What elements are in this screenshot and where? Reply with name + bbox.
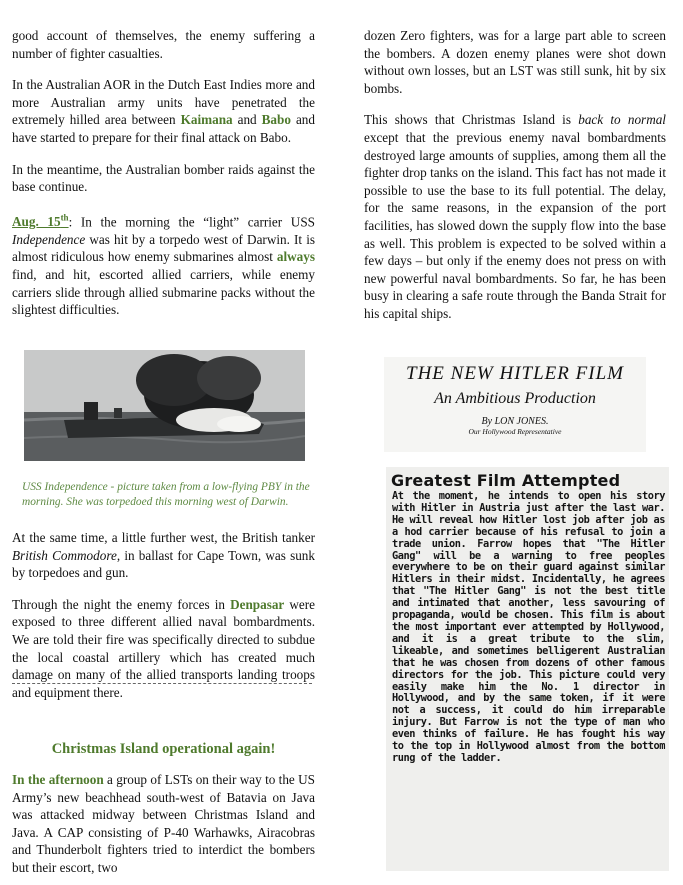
paragraph-bomber-raids: In the meantime, the Australian bomber raids against the base continue.	[12, 161, 315, 195]
paragraph-back-to-normal: This shows that Christmas Island is back to normal except that the previous enemy naval bombardments destroyed large amounts of supplies, among them all the fighter drop tanks on the island. This fact has not made it possible to use the base to its full potential. The delay, for the same reasons, in the expansion of the port facilities, has slowed down the supply flow into the base as well. This problem is expected to be solved within a few days – but only if the enemy does not press on with new powerful naval bombardments. So far, he has been busy in clearing a safe route through the Banda Strait for his capital ships.	[364, 112, 666, 321]
place-babo: Babo	[261, 112, 291, 128]
emphasis-back-to-normal: back to normal	[578, 112, 666, 128]
section-divider	[12, 683, 312, 684]
left-column-lower	[12, 529, 315, 701]
photo-uss-independence	[24, 350, 305, 461]
paragraph-zero-fighters: dozen Zero fighters, was for a large part able to screen the bombers. A dozen enemy planes were shot down without own losses, but an LST was still sunk, hit by six bombs.	[364, 28, 666, 96]
photo-caption: USS Independence - picture taken from a low-flying PBY in the morning. She was torpedoed this morning west of Darwin.	[22, 481, 310, 509]
ship-name-independence: Independence	[12, 231, 86, 247]
clipping-subtitle: An Ambitious Production	[434, 390, 596, 407]
lead-in-afternoon: In the afternoon	[12, 772, 104, 787]
clipping-byline: By LON JONES.	[481, 416, 549, 427]
place-denpasar: Denpasar	[230, 596, 285, 612]
right-column	[364, 0, 666, 323]
left-column	[12, 0, 315, 319]
newspaper-clipping-title	[384, 357, 646, 452]
paragraph-british-commodore: At the same time, a little further west, the British tanker British Commodore, in ballast for Cape Town, was sunk by torpedoes and gun.	[12, 530, 315, 581]
paragraph-fighter-casualties: good account of themselves, the enemy suffering a number of fighter casualties.	[12, 28, 315, 61]
paragraph-aug-15: Aug. 15th: In the morning the “light” carrier USS Independence was hit by a torpedo west of Darwin. It is almost ridiculous how enemy submarines almost always find, and hit, escorted allied carriers, while enemy carriers slide through allied submarine packs without the slightest difficulties.	[12, 212, 315, 318]
place-kaimana: Kaimana	[180, 112, 233, 128]
paragraph-australian-aor: In the Australian AOR in the Dutch East Indies more and more Australian army units have penetrated the extremely hilled area between Kaimana and Babo and have started to prepare for their final attack on Babo.	[12, 77, 315, 145]
clipping-headline: Greatest Film Attempted	[391, 471, 621, 490]
clipping-body: At the moment, he intends to open his story with Hitler in Austria just after the last war. He will reveal how Hitler lost job after job as a hod carrier because of his refusal to join a trade union. Farrow hopes that "The Hitler Gang" will be a warning to free peoples everywhere to be on their guard against similar Hitlers in their midst. Incidentally, he agrees that "The Hitler Gang" is not the best title and intimated that another, less savouring of propaganda, would be chosen. This film is about the most important ever attempted by Hollywood, and it is a great tribute to the slim, likeable, and sometimes belligerent Australian that he was chosen from dozens of other famous directors for the job. This picture could very easily make him the No. 1 director in Hollywood, and by the same token, if it were not a success, it could do him irreparable injury. But Farrow is not the type of man who even thinks of failure. He has fought his way to the top in Hollywood almost from the bottom rung of the ladder.	[392, 490, 665, 764]
paragraph-afternoon: In the afternoon a group of LSTs on their way to the US Army’s new beachhead south-west of Batavia on Java was attacked midway between Christmas Island and Java. A CAP consisting of P-40 Warhawks, Airacobras and Thunderbolt fighters tried to interdict the bombers but their escort, two	[12, 772, 315, 875]
clipping-title: THE NEW HITLER FILM	[406, 363, 624, 384]
left-column-bottom	[12, 771, 315, 877]
carrier-smoke-image	[24, 350, 305, 461]
paragraph-denpasar: Through the night the enemy forces in Denpasar were exposed to three different allied naval bombardments. We are told their fire was specifically directed to subdue the local coastal artillery which has created much damage on many of the allied transports landing troops and equipment there.	[12, 596, 316, 700]
section-heading: Christmas Island operational again!	[51, 741, 276, 757]
date-heading: Aug. 15th	[12, 212, 69, 230]
ship-name-british-commodore: British Commodore	[12, 547, 117, 563]
newspaper-clipping-article	[386, 467, 669, 871]
emphasis-always: always	[276, 249, 315, 265]
clipping-role: Our Hollywood Representative	[468, 427, 562, 436]
